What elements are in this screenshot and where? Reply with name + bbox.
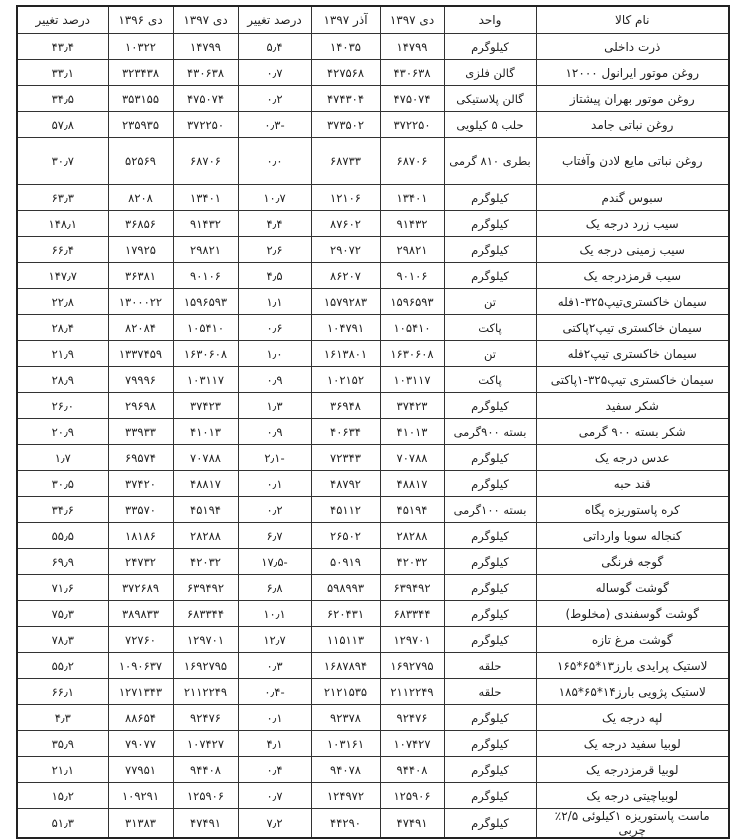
price-azar-1397-cell: ۴۰۶۳۴ xyxy=(311,419,380,445)
yearly-change-cell: ۲۶٫۰ xyxy=(17,393,108,419)
price-azar-1397-cell: ۲۹۰۷۲ xyxy=(311,237,380,263)
table-row xyxy=(17,523,729,549)
price-dey-1397-cell: ۲۹۸۲۱ xyxy=(380,237,444,263)
monthly-change-cell: ۰٫۳ xyxy=(238,653,311,679)
price-dey-1397-cell: ۱۵۹۶۵۹۳ xyxy=(380,289,444,315)
yearly-change-cell: ۶۹٫۹ xyxy=(17,549,108,575)
price-dey-1396-cell: ۳۷۲۶۸۹ xyxy=(108,575,173,601)
header-dey-1396: دی ۱۳۹۶ xyxy=(108,6,173,34)
yearly-change-cell: ۶۶٫۴ xyxy=(17,237,108,263)
product-name-cell: گوشت گوسفندی (مخلوط) xyxy=(536,601,729,627)
price-dey-1397-b-cell: ۴۷۵۰۷۴ xyxy=(173,86,238,112)
yearly-change-cell: ۵۷٫۸ xyxy=(17,112,108,138)
product-name-cell: لوبیا قرمزدرجه یک xyxy=(536,757,729,783)
product-name-cell: سیمان خاکستری تیپ۲پاکتی xyxy=(536,315,729,341)
price-dey-1397-b-cell: ۹۰۱۰۶ xyxy=(173,263,238,289)
yearly-change-cell: ۱٫۷ xyxy=(17,445,108,471)
price-dey-1396-cell: ۶۹۵۷۴ xyxy=(108,445,173,471)
price-dey-1396-cell: ۳۵۳۱۵۵ xyxy=(108,86,173,112)
price-dey-1397-cell: ۹۱۴۳۲ xyxy=(380,211,444,237)
table-row xyxy=(17,289,729,315)
price-azar-1397-cell: ۶۲۰۴۳۱ xyxy=(311,601,380,627)
monthly-change-cell: -۰٫۳ xyxy=(238,112,311,138)
price-dey-1396-cell: ۳۳۹۳۳ xyxy=(108,419,173,445)
monthly-change-cell: ۱٫۰ xyxy=(238,341,311,367)
unit-cell: کیلوگرم xyxy=(444,523,536,549)
table-row xyxy=(17,263,729,289)
unit-cell: حلب ۵ کیلویی xyxy=(444,112,536,138)
table-row xyxy=(17,679,729,705)
price-azar-1397-cell: ۴۷۴۳۰۴ xyxy=(311,86,380,112)
price-azar-1397-cell: ۷۲۳۴۳ xyxy=(311,445,380,471)
price-dey-1397-b-cell: ۱۶۹۲۷۹۵ xyxy=(173,653,238,679)
monthly-change-cell: ۰٫۱ xyxy=(238,471,311,497)
price-dey-1396-cell: ۸۸۶۵۴ xyxy=(108,705,173,731)
price-dey-1397-cell: ۱۴۷۹۹ xyxy=(380,34,444,60)
monthly-change-cell: -۲٫۱ xyxy=(238,445,311,471)
price-dey-1396-cell: ۸۲۰۸ xyxy=(108,185,173,211)
yearly-change-cell: ۳۳٫۱ xyxy=(17,60,108,86)
price-dey-1396-cell: ۳۷۴۲۰ xyxy=(108,471,173,497)
price-dey-1397-cell: ۱۰۳۱۱۷ xyxy=(380,367,444,393)
monthly-change-cell: ۴٫۱ xyxy=(238,731,311,757)
product-name-cell: کنجاله سویا وارداتی xyxy=(536,523,729,549)
price-azar-1397-cell: ۹۴۰۷۸ xyxy=(311,757,380,783)
price-dey-1396-cell: ۷۲۷۶۰ xyxy=(108,627,173,653)
price-dey-1396-cell: ۷۹۰۷۷ xyxy=(108,731,173,757)
unit-cell: کیلوگرم xyxy=(444,783,536,809)
price-dey-1397-cell: ۳۷۲۲۵۰ xyxy=(380,112,444,138)
product-name-cell: سیمان خاکستری تیپ۲فله xyxy=(536,341,729,367)
monthly-change-cell: ۰٫۶ xyxy=(238,315,311,341)
unit-cell: کیلوگرم xyxy=(444,575,536,601)
monthly-change-cell: ۲٫۶ xyxy=(238,237,311,263)
price-dey-1396-cell: ۳۶۸۵۶ xyxy=(108,211,173,237)
table-body xyxy=(17,34,729,839)
price-dey-1397-cell: ۴۷۵۰۷۴ xyxy=(380,86,444,112)
yearly-change-cell: ۲۸٫۹ xyxy=(17,367,108,393)
product-name-cell: روغن موتور ایرانول ۱۲۰۰۰ xyxy=(536,60,729,86)
price-dey-1396-cell: ۲۹۶۹۸ xyxy=(108,393,173,419)
price-dey-1397-cell: ۴۸۸۱۷ xyxy=(380,471,444,497)
price-azar-1397-cell: ۱۴۰۳۵ xyxy=(311,34,380,60)
unit-cell: کیلوگرم xyxy=(444,471,536,497)
price-dey-1397-b-cell: ۲۹۸۲۱ xyxy=(173,237,238,263)
price-dey-1396-cell: ۱۸۱۸۶ xyxy=(108,523,173,549)
price-azar-1397-cell: ۱۰۴۷۹۱ xyxy=(311,315,380,341)
price-dey-1397-cell: ۴۱۰۱۳ xyxy=(380,419,444,445)
monthly-change-cell: ۶٫۸ xyxy=(238,575,311,601)
table-row xyxy=(17,138,729,185)
price-dey-1397-cell: ۷۰۷۸۸ xyxy=(380,445,444,471)
yearly-change-cell: ۲۸٫۴ xyxy=(17,315,108,341)
monthly-change-cell: ۰٫۱ xyxy=(238,705,311,731)
unit-cell: گالن پلاستیکی xyxy=(444,86,536,112)
price-dey-1396-cell: ۵۲۵۶۹ xyxy=(108,138,173,185)
price-dey-1396-cell: ۱۰۹۲۹۱ xyxy=(108,783,173,809)
price-dey-1397-b-cell: ۱۲۹۷۰۱ xyxy=(173,627,238,653)
price-azar-1397-cell: ۸۶۲۰۷ xyxy=(311,263,380,289)
product-name-cell: گوشت مرغ تازه xyxy=(536,627,729,653)
yearly-change-cell: ۶۳٫۳ xyxy=(17,185,108,211)
price-azar-1397-cell: ۴۸۷۹۲ xyxy=(311,471,380,497)
monthly-change-cell: ۰٫۹ xyxy=(238,367,311,393)
product-name-cell: سیمان خاکستری‌تیپ۳۲۵-۱فله xyxy=(536,289,729,315)
product-name-cell: لپه درجه یک xyxy=(536,705,729,731)
table-row xyxy=(17,419,729,445)
price-dey-1396-cell: ۷۹۹۹۶ xyxy=(108,367,173,393)
yearly-change-cell: ۳۴٫۵ xyxy=(17,86,108,112)
table-row xyxy=(17,315,729,341)
header-dey-1397-b: دی ۱۳۹۷ xyxy=(173,6,238,34)
table-row xyxy=(17,211,729,237)
price-dey-1397-b-cell: ۱۲۵۹۰۶ xyxy=(173,783,238,809)
table-row xyxy=(17,237,729,263)
price-azar-1397-cell: ۱۵۷۹۲۸۳ xyxy=(311,289,380,315)
price-dey-1397-cell: ۴۳۰۶۳۸ xyxy=(380,60,444,86)
product-name-cell: ماست پاستوریزه ۱کیلوئی ۲/۵٪ چربی xyxy=(536,809,729,839)
unit-cell: تن xyxy=(444,341,536,367)
price-dey-1396-cell: ۲۳۵۹۳۵ xyxy=(108,112,173,138)
price-dey-1397-cell: ۴۷۴۹۱ xyxy=(380,809,444,839)
monthly-change-cell: ۰٫۷ xyxy=(238,783,311,809)
unit-cell: کیلوگرم xyxy=(444,809,536,839)
price-table xyxy=(16,5,730,839)
price-azar-1397-cell: ۱۲۴۹۷۲ xyxy=(311,783,380,809)
monthly-change-cell: ۰٫۲ xyxy=(238,86,311,112)
monthly-change-cell: -۱۷٫۵ xyxy=(238,549,311,575)
unit-cell: کیلوگرم xyxy=(444,731,536,757)
table-row xyxy=(17,34,729,60)
monthly-change-cell: ۰٫۷ xyxy=(238,60,311,86)
table-row xyxy=(17,731,729,757)
table-row xyxy=(17,627,729,653)
monthly-change-cell: -۰٫۴ xyxy=(238,679,311,705)
price-dey-1397-cell: ۱۶۹۲۷۹۵ xyxy=(380,653,444,679)
table-row xyxy=(17,783,729,809)
yearly-change-cell: ۱۵٫۲ xyxy=(17,783,108,809)
monthly-change-cell: ۱٫۱ xyxy=(238,289,311,315)
price-dey-1397-b-cell: ۴۷۴۹۱ xyxy=(173,809,238,839)
price-dey-1397-b-cell: ۳۷۲۲۵۰ xyxy=(173,112,238,138)
monthly-change-cell: ۴٫۵ xyxy=(238,263,311,289)
price-dey-1396-cell: ۳۱۳۸۳ xyxy=(108,809,173,839)
price-azar-1397-cell: ۱۲۱۰۶ xyxy=(311,185,380,211)
price-dey-1397-b-cell: ۲۸۲۸۸ xyxy=(173,523,238,549)
yearly-change-cell: ۵۵٫۲ xyxy=(17,653,108,679)
price-dey-1397-b-cell: ۲۱۱۲۲۴۹ xyxy=(173,679,238,705)
price-dey-1397-b-cell: ۴۵۱۹۴ xyxy=(173,497,238,523)
price-dey-1397-b-cell: ۱۳۴۰۱ xyxy=(173,185,238,211)
price-dey-1397-b-cell: ۳۷۴۲۳ xyxy=(173,393,238,419)
table-row xyxy=(17,653,729,679)
table-row xyxy=(17,185,729,211)
price-dey-1396-cell: ۱۳۳۷۴۵۹ xyxy=(108,341,173,367)
price-dey-1396-cell: ۳۲۳۴۳۸ xyxy=(108,60,173,86)
monthly-change-cell: ۱٫۳ xyxy=(238,393,311,419)
unit-cell: حلقه xyxy=(444,679,536,705)
price-dey-1396-cell: ۱۰۹۰۶۳۷ xyxy=(108,653,173,679)
price-azar-1397-cell: ۱۱۵۱۱۳ xyxy=(311,627,380,653)
price-dey-1397-cell: ۲۸۲۸۸ xyxy=(380,523,444,549)
header-azar-1397: آذر ۱۳۹۷ xyxy=(311,6,380,34)
product-name-cell: گوشت گوساله xyxy=(536,575,729,601)
price-dey-1397-cell: ۴۵۱۹۴ xyxy=(380,497,444,523)
price-azar-1397-cell: ۳۶۹۴۸ xyxy=(311,393,380,419)
unit-cell: کیلوگرم xyxy=(444,445,536,471)
price-azar-1397-cell: ۳۷۳۵۰۲ xyxy=(311,112,380,138)
table-row xyxy=(17,112,729,138)
product-name-cell: روغن نباتی جامد xyxy=(536,112,729,138)
price-dey-1397-cell: ۶۸۷۰۶ xyxy=(380,138,444,185)
unit-cell: کیلوگرم xyxy=(444,705,536,731)
unit-cell: کیلوگرم xyxy=(444,549,536,575)
table-row xyxy=(17,601,729,627)
product-name-cell: سیمان خاکستری تیپ۳۲۵-۱پاکتی xyxy=(536,367,729,393)
monthly-change-cell: ۰٫۹ xyxy=(238,419,311,445)
price-dey-1397-b-cell: ۱۴۷۹۹ xyxy=(173,34,238,60)
product-name-cell: سیب زمینی درجه یک xyxy=(536,237,729,263)
unit-cell: تن xyxy=(444,289,536,315)
table-row xyxy=(17,575,729,601)
unit-cell: پاکت xyxy=(444,367,536,393)
yearly-change-cell: ۴٫۳ xyxy=(17,705,108,731)
product-name-cell: سیب زرد درجه یک xyxy=(536,211,729,237)
price-azar-1397-cell: ۱۶۸۷۸۹۴ xyxy=(311,653,380,679)
price-dey-1397-cell: ۶۳۹۴۹۲ xyxy=(380,575,444,601)
price-dey-1397-cell: ۹۴۴۰۸ xyxy=(380,757,444,783)
price-dey-1396-cell: ۷۷۹۵۱ xyxy=(108,757,173,783)
price-azar-1397-cell: ۱۶۱۳۸۰۱ xyxy=(311,341,380,367)
yearly-change-cell: ۲۰٫۹ xyxy=(17,419,108,445)
yearly-change-cell: ۲۱٫۱ xyxy=(17,757,108,783)
price-dey-1397-b-cell: ۴۳۰۶۳۸ xyxy=(173,60,238,86)
price-dey-1397-cell: ۴۲۰۳۲ xyxy=(380,549,444,575)
price-dey-1397-b-cell: ۶۸۷۰۶ xyxy=(173,138,238,185)
price-dey-1397-b-cell: ۹۱۴۳۲ xyxy=(173,211,238,237)
price-azar-1397-cell: ۱۰۳۱۶۱ xyxy=(311,731,380,757)
table-row xyxy=(17,86,729,112)
product-name-cell: کره پاستوریزه پگاه xyxy=(536,497,729,523)
price-dey-1396-cell: ۱۰۳۲۲ xyxy=(108,34,173,60)
table-row xyxy=(17,367,729,393)
price-dey-1397-cell: ۱۶۳۰۶۰۸ xyxy=(380,341,444,367)
unit-cell: کیلوگرم xyxy=(444,237,536,263)
header-yearly-change: درصد تغییر xyxy=(17,6,108,34)
price-dey-1397-b-cell: ۹۴۴۰۸ xyxy=(173,757,238,783)
price-dey-1397-cell: ۶۸۳۳۴۴ xyxy=(380,601,444,627)
table-row xyxy=(17,60,729,86)
price-dey-1397-cell: ۱۳۴۰۱ xyxy=(380,185,444,211)
price-azar-1397-cell: ۴۲۷۵۶۸ xyxy=(311,60,380,86)
monthly-change-cell: ۱۰٫۱ xyxy=(238,601,311,627)
unit-cell: کیلوگرم xyxy=(444,34,536,60)
product-name-cell: سیب قرمزدرجه یک xyxy=(536,263,729,289)
table-row xyxy=(17,809,729,839)
product-name-cell: لوبیا سفید درجه یک xyxy=(536,731,729,757)
monthly-change-cell: ۴٫۴ xyxy=(238,211,311,237)
header-row xyxy=(17,6,729,34)
price-dey-1397-b-cell: ۴۱۰۱۳ xyxy=(173,419,238,445)
yearly-change-cell: ۱۴۷٫۷ xyxy=(17,263,108,289)
table-row xyxy=(17,393,729,419)
price-dey-1396-cell: ۱۲۷۱۳۴۳ xyxy=(108,679,173,705)
monthly-change-cell: ۷٫۲ xyxy=(238,809,311,839)
price-dey-1397-b-cell: ۱۰۳۱۱۷ xyxy=(173,367,238,393)
monthly-change-cell: ۰٫۲ xyxy=(238,497,311,523)
unit-cell: بسته ۱۰۰گرمی xyxy=(444,497,536,523)
price-dey-1397-cell: ۲۱۱۲۲۴۹ xyxy=(380,679,444,705)
price-azar-1397-cell: ۹۲۳۷۸ xyxy=(311,705,380,731)
table-row xyxy=(17,445,729,471)
unit-cell: کیلوگرم xyxy=(444,757,536,783)
table-row xyxy=(17,341,729,367)
monthly-change-cell: ۵٫۴ xyxy=(238,34,311,60)
price-table-container xyxy=(16,5,728,839)
price-dey-1397-b-cell: ۷۰۷۸۸ xyxy=(173,445,238,471)
unit-cell: بسته ۹۰۰گرمی xyxy=(444,419,536,445)
yearly-change-cell: ۳۰٫۷ xyxy=(17,138,108,185)
yearly-change-cell: ۳۴٫۶ xyxy=(17,497,108,523)
price-dey-1397-cell: ۹۲۴۷۶ xyxy=(380,705,444,731)
product-name-cell: لاستیک پرایدی بارز۱۳*۶۵*۱۶۵ xyxy=(536,653,729,679)
table-row xyxy=(17,757,729,783)
product-name-cell: لوبیاچیتی درجه یک xyxy=(536,783,729,809)
header-dey-1397: دی ۱۳۹۷ xyxy=(380,6,444,34)
product-name-cell: عدس درجه یک xyxy=(536,445,729,471)
monthly-change-cell: ۱۰٫۷ xyxy=(238,185,311,211)
product-name-cell: لاستیک پژویی بارز۱۴*۶۵*۱۸۵ xyxy=(536,679,729,705)
monthly-change-cell: ۶٫۷ xyxy=(238,523,311,549)
unit-cell: کیلوگرم xyxy=(444,601,536,627)
yearly-change-cell: ۶۶٫۱ xyxy=(17,679,108,705)
price-dey-1397-b-cell: ۹۲۴۷۶ xyxy=(173,705,238,731)
unit-cell: بطری ۸۱۰ گرمی xyxy=(444,138,536,185)
yearly-change-cell: ۱۴۸٫۱ xyxy=(17,211,108,237)
price-dey-1397-cell: ۱۲۵۹۰۶ xyxy=(380,783,444,809)
price-dey-1397-b-cell: ۴۸۸۱۷ xyxy=(173,471,238,497)
yearly-change-cell: ۵۵٫۵ xyxy=(17,523,108,549)
price-dey-1397-b-cell: ۱۰۵۴۱۰ xyxy=(173,315,238,341)
unit-cell: کیلوگرم xyxy=(444,263,536,289)
price-dey-1397-cell: ۹۰۱۰۶ xyxy=(380,263,444,289)
product-name-cell: قند حبه xyxy=(536,471,729,497)
unit-cell: کیلوگرم xyxy=(444,393,536,419)
yearly-change-cell: ۲۲٫۸ xyxy=(17,289,108,315)
unit-cell: گالن فلزی xyxy=(444,60,536,86)
product-name-cell: روغن موتور بهران پیشتاز xyxy=(536,86,729,112)
yearly-change-cell: ۷۸٫۳ xyxy=(17,627,108,653)
yearly-change-cell: ۳۵٫۹ xyxy=(17,731,108,757)
price-dey-1396-cell: ۱۷۹۲۵ xyxy=(108,237,173,263)
monthly-change-cell: ۰٫۰ xyxy=(238,138,311,185)
price-dey-1397-cell: ۳۷۴۲۳ xyxy=(380,393,444,419)
price-azar-1397-cell: ۵۰۹۱۹ xyxy=(311,549,380,575)
yearly-change-cell: ۴۳٫۴ xyxy=(17,34,108,60)
price-dey-1396-cell: ۸۲۰۸۴ xyxy=(108,315,173,341)
price-azar-1397-cell: ۴۵۱۱۲ xyxy=(311,497,380,523)
price-azar-1397-cell: ۵۹۸۹۹۳ xyxy=(311,575,380,601)
yearly-change-cell: ۷۵٫۳ xyxy=(17,601,108,627)
price-dey-1397-cell: ۱۰۵۴۱۰ xyxy=(380,315,444,341)
price-dey-1396-cell: ۱۳۰۰۰۲۲ xyxy=(108,289,173,315)
price-dey-1397-b-cell: ۱۰۷۴۲۷ xyxy=(173,731,238,757)
product-name-cell: شکر بسته ۹۰۰ گرمی xyxy=(536,419,729,445)
price-azar-1397-cell: ۱۰۲۱۵۲ xyxy=(311,367,380,393)
monthly-change-cell: ۰٫۴ xyxy=(238,757,311,783)
yearly-change-cell: ۳۰٫۵ xyxy=(17,471,108,497)
price-dey-1397-cell: ۱۰۷۴۲۷ xyxy=(380,731,444,757)
price-dey-1396-cell: ۳۶۳۸۱ xyxy=(108,263,173,289)
price-dey-1397-b-cell: ۶۳۹۴۹۲ xyxy=(173,575,238,601)
table-row xyxy=(17,549,729,575)
price-dey-1396-cell: ۲۴۷۳۲ xyxy=(108,549,173,575)
product-name-cell: شکر سفید xyxy=(536,393,729,419)
product-name-cell: روغن نباتی مایع لادن وآفتاب xyxy=(536,138,729,185)
price-dey-1397-b-cell: ۱۵۹۶۵۹۳ xyxy=(173,289,238,315)
product-name-cell: ذرت داخلی xyxy=(536,34,729,60)
price-dey-1396-cell: ۳۳۵۷۰ xyxy=(108,497,173,523)
yearly-change-cell: ۲۱٫۹ xyxy=(17,341,108,367)
unit-cell: کیلوگرم xyxy=(444,211,536,237)
yearly-change-cell: ۷۱٫۶ xyxy=(17,575,108,601)
table-row xyxy=(17,497,729,523)
header-monthly-change: درصد تغییر xyxy=(238,6,311,34)
price-dey-1397-b-cell: ۴۲۰۳۲ xyxy=(173,549,238,575)
product-name-cell: سبوس گندم xyxy=(536,185,729,211)
unit-cell: کیلوگرم xyxy=(444,185,536,211)
unit-cell: پاکت xyxy=(444,315,536,341)
price-azar-1397-cell: ۲۶۵۰۲ xyxy=(311,523,380,549)
price-dey-1397-b-cell: ۱۶۳۰۶۰۸ xyxy=(173,341,238,367)
price-azar-1397-cell: ۲۱۲۱۵۳۵ xyxy=(311,679,380,705)
header-unit: واحد xyxy=(444,6,536,34)
product-name-cell: گوجه فرنگی xyxy=(536,549,729,575)
price-dey-1397-b-cell: ۶۸۳۳۴۴ xyxy=(173,601,238,627)
monthly-change-cell: ۱۲٫۷ xyxy=(238,627,311,653)
price-dey-1397-cell: ۱۲۹۷۰۱ xyxy=(380,627,444,653)
table-row xyxy=(17,471,729,497)
unit-cell: حلقه xyxy=(444,653,536,679)
header-product-name: نام کالا xyxy=(536,6,729,34)
yearly-change-cell: ۵۱٫۳ xyxy=(17,809,108,839)
table-row xyxy=(17,705,729,731)
price-azar-1397-cell: ۶۸۷۳۳ xyxy=(311,138,380,185)
price-azar-1397-cell: ۴۴۲۹۰ xyxy=(311,809,380,839)
unit-cell: کیلوگرم xyxy=(444,627,536,653)
price-dey-1396-cell: ۳۸۹۸۳۳ xyxy=(108,601,173,627)
price-azar-1397-cell: ۸۷۶۰۲ xyxy=(311,211,380,237)
